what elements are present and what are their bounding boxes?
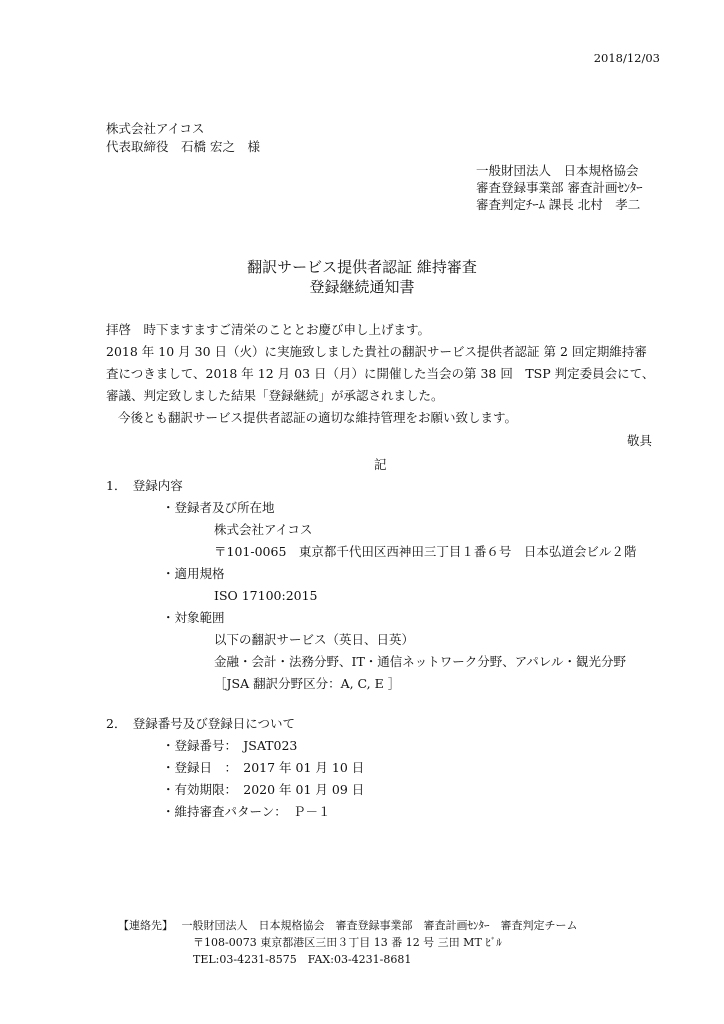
body-line: 審議、判定致しました結果「登録継続」が承認されました。 — [106, 388, 444, 403]
recipient-block — [106, 121, 260, 157]
section1-bullet-registrant: ・登録者及び所在地 — [162, 500, 275, 515]
sender-block — [476, 163, 642, 214]
section1-heading: 1． 登録内容 — [106, 478, 183, 493]
scope-line: 金融・会計・法務分野、IT・通信ネットワーク分野、アパレル・観光分野 — [214, 654, 626, 669]
body-line: 査につきまして、2018 年 12 月 03 日（月）に開催した当会の第 38 回 TSP 判定委員会にて、 — [106, 366, 655, 381]
standard-value: ISO 17100:2015 — [214, 588, 318, 603]
ki-marker: 記 — [374, 457, 387, 472]
registration-number: ・登録番号： JSAT023 — [162, 738, 298, 753]
contact-footer — [118, 919, 578, 970]
recipient-company: 株式会社アイコス — [106, 121, 205, 136]
greeting-line: 拝啓 時下ますますご清栄のこととお慶び申し上げます。 — [106, 322, 431, 337]
sender-org: 一般財団法人 日本規格協会 — [476, 163, 639, 178]
contact-label: 【連絡先】 — [118, 919, 173, 932]
letter-body — [106, 322, 656, 432]
registration-date: ・登録日 ： 2017 年 01 月 10 日 — [162, 760, 365, 775]
sender-dept: 審査登録事業部 審査計画ｾﾝﾀｰ — [476, 180, 643, 195]
section1-bullet-scope: ・対象範囲 — [162, 610, 225, 625]
body-line: 今後とも翻訳サービス提供者認証の適切な維持管理をお願い致します。 — [118, 410, 518, 425]
audit-pattern: ・維持審査パターン： Ｐ－１ — [162, 804, 331, 819]
sender-person: 審査判定ﾁｰﾑ 課長 北村 孝二 — [476, 197, 641, 212]
contact-address: 〒108-0073 東京都港区三田３丁目 13 番 12 号 三田 MT ﾋﾞﾙ — [193, 936, 502, 949]
document-title: 翻訳サービス提供者認証 維持審査 — [247, 258, 477, 276]
body-line: 2018 年 10 月 30 日（火）に実施致しました貴社の翻訳サービス提供者認証 第 2 回定期維持審 — [106, 344, 647, 359]
document-subtitle: 登録継続通知書 — [309, 278, 415, 296]
recipient-person: 代表取締役 石橋 宏之 様 — [106, 139, 260, 154]
section1-bullet-standard: ・適用規格 — [162, 566, 225, 581]
document-date: 2018/12/03 — [593, 51, 660, 65]
closing-keigu: 敬具 — [626, 433, 652, 448]
registrant-company: 株式会社アイコス — [214, 522, 313, 537]
contact-phone: TEL:03-4231-8575 FAX:03-4231-8681 — [193, 953, 412, 966]
section2-heading: 2． 登録番号及び登録日について — [106, 716, 295, 731]
expiry-date: ・有効期限： 2020 年 01 月 09 日 — [162, 782, 365, 797]
scope-line: 以下の翻訳サービス（英日、日英） — [214, 632, 415, 647]
scope-line: ［JSA 翻訳分野区分：A, C, E ］ — [214, 676, 401, 691]
registrant-address: 〒101-0065 東京都千代田区西神田三丁目１番６号 日本弘道会ビル２階 — [214, 544, 637, 559]
contact-org: 一般財団法人 日本規格協会 審査登録事業部 審査計画ｾﾝﾀｰ 審査判定チーム — [181, 919, 578, 932]
